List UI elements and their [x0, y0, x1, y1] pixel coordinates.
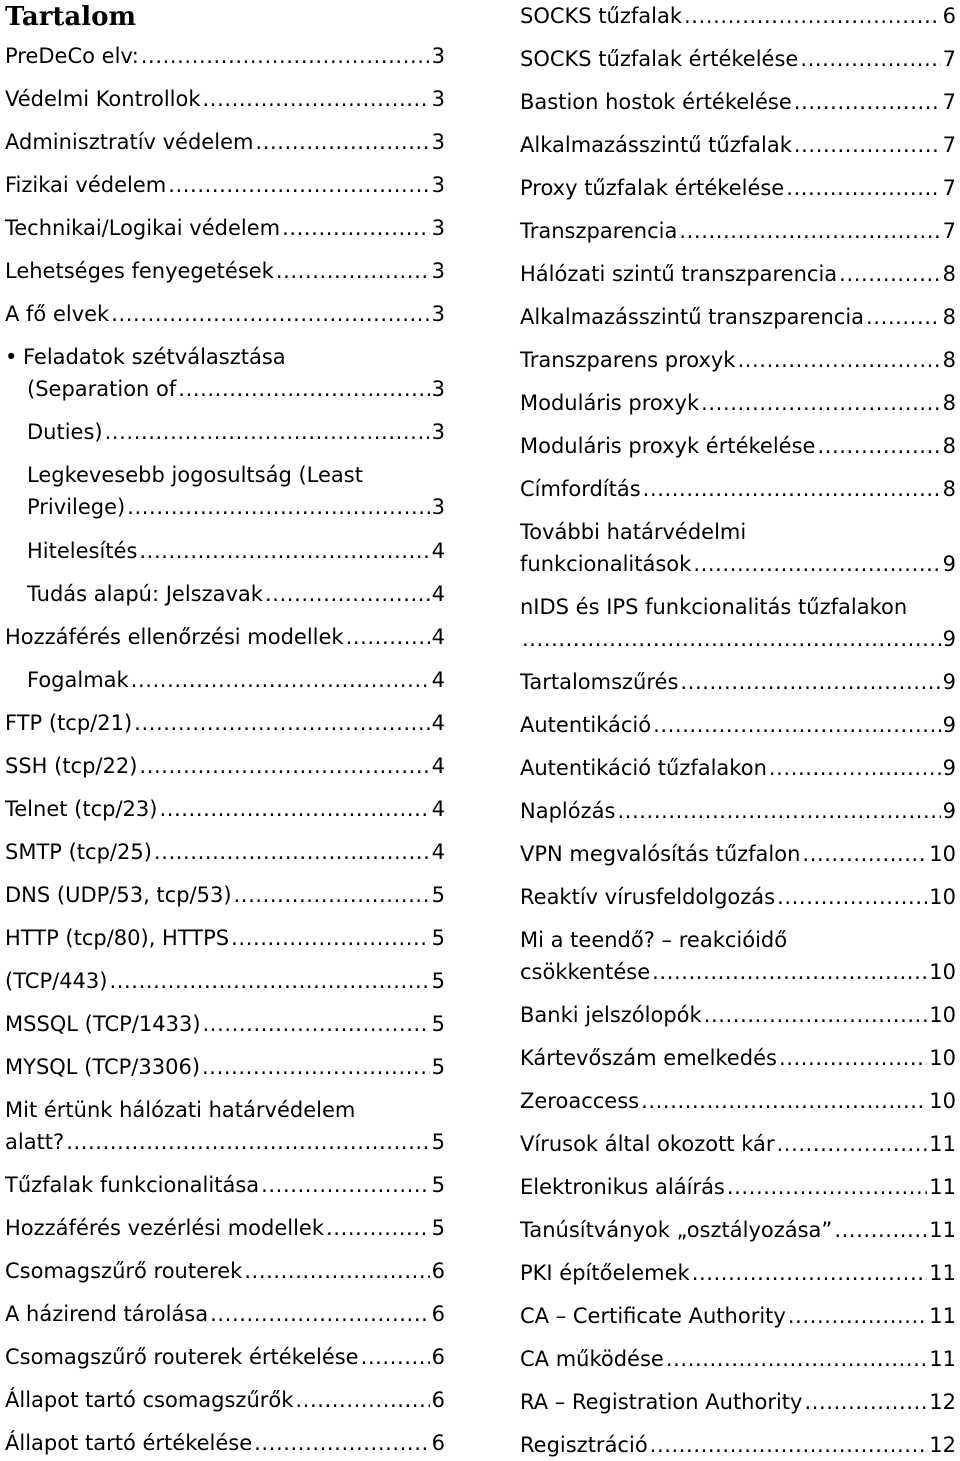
toc-entry[interactable] — [520, 623, 956, 655]
toc-page-number: 11 — [929, 1132, 956, 1156]
toc-page-number: 9 — [942, 627, 956, 651]
toc-entry[interactable] — [5, 459, 445, 491]
toc-page-number: 4 — [431, 840, 445, 864]
toc-page-number: 7 — [942, 47, 956, 71]
dot-leader — [131, 664, 430, 696]
toc-entry[interactable] — [5, 1384, 445, 1416]
toc-page-number: 5 — [431, 1012, 445, 1036]
toc-entry-text: Csomagszűrő routerek értékelése — [5, 1345, 359, 1369]
toc-entry[interactable] — [520, 999, 956, 1031]
dot-leader — [680, 666, 940, 698]
toc-page-number: 5 — [431, 1216, 445, 1240]
toc-entry[interactable] — [5, 965, 445, 997]
toc-entry-text: Hitelesítés — [27, 539, 138, 563]
toc-entry[interactable] — [520, 387, 956, 419]
toc-page-number: 5 — [431, 926, 445, 950]
toc-entry-text: Transzparens proxyk — [520, 348, 736, 372]
dot-leader — [244, 1255, 429, 1287]
dot-leader — [794, 129, 941, 161]
toc-entry-text: RA – Registration Authority — [520, 1390, 803, 1414]
toc-entry[interactable] — [520, 0, 956, 32]
toc-entry[interactable] — [520, 1171, 956, 1203]
toc-entry-text: CA – Certificate Authority — [520, 1304, 786, 1328]
toc-page-number: 7 — [942, 176, 956, 200]
toc-entry-text: Tartalomszűrés — [520, 670, 679, 694]
toc-entry-text: Állapot tartó értékelése — [5, 1431, 253, 1455]
dot-leader — [231, 922, 429, 954]
toc-entry-text: SMTP (tcp/25) — [5, 840, 152, 864]
toc-entry[interactable] — [5, 1212, 445, 1244]
toc-page-number: 4 — [431, 797, 445, 821]
toc-page-number: 7 — [942, 219, 956, 243]
toc-page-number: 3 — [431, 302, 445, 326]
toc-page-number: 4 — [431, 625, 445, 649]
toc-entry-text: Banki jelszólopók — [520, 1003, 702, 1027]
toc-page-number: 5 — [431, 969, 445, 993]
toc-entry[interactable] — [520, 709, 956, 741]
toc-entry[interactable] — [520, 86, 956, 118]
dot-leader — [727, 1171, 927, 1203]
toc-entry-text: Hozzáférés vezérlési modellek — [5, 1216, 325, 1240]
dot-leader — [684, 0, 941, 32]
toc-entry[interactable] — [5, 664, 445, 696]
toc-page-number: 10 — [929, 1046, 956, 1070]
dot-leader — [839, 258, 940, 290]
toc-entry[interactable] — [5, 169, 445, 201]
dot-leader — [704, 999, 928, 1031]
toc-entry-text: Telnet (tcp/23) — [5, 797, 158, 821]
toc-entry-text: Címfordítás — [520, 477, 641, 501]
toc-entry-text: Legkevesebb jogosultság (Least — [27, 463, 363, 487]
toc-entry[interactable] — [520, 516, 956, 548]
toc-entry-text: Tudás alapú: Jelszavak — [27, 582, 263, 606]
toc-entry[interactable] — [520, 752, 956, 784]
toc-entry[interactable] — [520, 1386, 956, 1418]
toc-entry-text: Fogalmak — [27, 668, 129, 692]
dot-leader — [254, 1427, 429, 1459]
toc-page-number: 8 — [942, 348, 956, 372]
dot-leader — [866, 301, 941, 333]
toc-page-number: 3 — [431, 495, 445, 519]
dot-leader — [159, 793, 429, 825]
toc-entry-text: nIDS és IPS funkcionalitás tűzfalakon — [520, 595, 908, 619]
toc-entry[interactable] — [520, 1085, 956, 1117]
dot-leader — [178, 373, 429, 405]
toc-entry-text: PKI építőelemek — [520, 1261, 690, 1285]
dot-leader — [139, 535, 429, 567]
dot-leader — [779, 1042, 927, 1074]
toc-page-number: 8 — [942, 434, 956, 458]
toc-entry-text: Naplózás — [520, 799, 616, 823]
dot-leader — [653, 709, 941, 741]
toc-page-number: 9 — [942, 713, 956, 737]
toc-page-number: 3 — [431, 377, 445, 401]
toc-entry[interactable] — [5, 255, 445, 287]
toc-entry[interactable] — [5, 1094, 445, 1126]
dot-leader — [643, 473, 941, 505]
toc-entry-text: (TCP/443) — [5, 969, 108, 993]
dot-leader — [652, 956, 927, 988]
toc-entry[interactable] — [5, 535, 445, 567]
toc-entry-text: Kártevőszám emelkedés — [520, 1046, 777, 1070]
toc-entry-text: Zeroaccess — [520, 1089, 640, 1113]
toc-entry[interactable] — [520, 215, 956, 247]
toc-entry[interactable] — [5, 40, 445, 72]
toc-entry-text: Vírusok által okozott kár — [520, 1132, 775, 1156]
toc-entry-text: Csomagszűrő routerek — [5, 1259, 243, 1283]
dot-leader — [210, 1298, 430, 1330]
dot-leader — [617, 795, 940, 827]
toc-entry[interactable] — [520, 258, 956, 290]
toc-page-number: 4 — [431, 711, 445, 735]
toc-entry[interactable] — [520, 301, 956, 333]
toc-page-number: 7 — [942, 90, 956, 114]
toc-page-number: 10 — [929, 885, 956, 909]
dot-leader — [769, 752, 941, 784]
toc-entry[interactable] — [5, 416, 445, 448]
dot-leader — [693, 548, 940, 580]
toc-entry[interactable] — [5, 1051, 445, 1083]
toc-entry[interactable] — [520, 548, 956, 580]
toc-entry-text: MSSQL (TCP/1433) — [5, 1012, 201, 1036]
toc-entry[interactable] — [520, 172, 956, 204]
toc-entry-text: Moduláris proxyk értékelése — [520, 434, 816, 458]
dot-leader — [111, 298, 429, 330]
dot-leader — [834, 1214, 927, 1246]
dot-leader — [168, 169, 429, 201]
toc-entry-text: Hozzáférés ellenőrzési modellek — [5, 625, 344, 649]
toc-page-number: 12 — [929, 1390, 956, 1414]
toc-entry[interactable] — [5, 922, 445, 954]
toc-page-number: 10 — [929, 1003, 956, 1027]
toc-entry[interactable] — [5, 491, 445, 523]
toc-page-number: 4 — [431, 668, 445, 692]
toc-entry-text: SSH (tcp/22) — [5, 754, 138, 778]
toc-page-number: 11 — [929, 1218, 956, 1242]
dot-leader — [139, 750, 429, 782]
toc-entry-text: Fizikai védelem — [5, 173, 167, 197]
toc-entry-text: Feladatok szétválasztása — [23, 345, 286, 369]
toc-page-number: 5 — [431, 1173, 445, 1197]
toc-page-number: 5 — [431, 1055, 445, 1079]
dot-leader — [522, 623, 941, 655]
dot-leader — [692, 1257, 928, 1289]
toc-page-number: 9 — [942, 799, 956, 823]
toc-entry-text: funkcionalitások — [520, 552, 692, 576]
toc-entry-text: Moduláris proxyk — [520, 391, 700, 415]
toc-entry-text: HTTP (tcp/80), HTTPS — [5, 926, 230, 950]
toc-entry[interactable] — [520, 795, 956, 827]
toc-page-number: 10 — [929, 842, 956, 866]
dot-leader — [203, 83, 430, 115]
toc-entry[interactable] — [5, 707, 445, 739]
toc-entry[interactable] — [520, 43, 956, 75]
toc-page-number: 6 — [431, 1259, 445, 1283]
dot-leader — [346, 621, 430, 653]
dot-leader — [666, 1343, 927, 1375]
toc-page-number: 5 — [431, 1130, 445, 1154]
dot-leader — [786, 172, 940, 204]
toc-entry[interactable] — [520, 956, 956, 988]
toc-page-number: 9 — [942, 552, 956, 576]
dot-leader — [361, 1341, 430, 1373]
toc-page-number: 11 — [929, 1261, 956, 1285]
toc-entry-text: További határvédelmi — [520, 520, 747, 544]
toc-entry[interactable] — [520, 1128, 956, 1160]
toc-page-number: 6 — [942, 4, 956, 28]
toc-entry-text: Bastion hostok értékelése — [520, 90, 792, 114]
toc-page-number: 9 — [942, 756, 956, 780]
toc-page-number: 8 — [942, 305, 956, 329]
toc-entry[interactable] — [520, 924, 956, 956]
dot-leader — [134, 707, 429, 739]
toc-page-number: 3 — [431, 44, 445, 68]
toc-entry[interactable] — [5, 1298, 445, 1330]
toc-page-number: 3 — [431, 259, 445, 283]
dot-leader — [641, 1085, 927, 1117]
toc-page-number: 6 — [431, 1345, 445, 1369]
toc-page-number: 6 — [431, 1431, 445, 1455]
toc-entry[interactable] — [5, 83, 445, 115]
dot-leader — [804, 1386, 927, 1418]
toc-page-number: 6 — [431, 1302, 445, 1326]
toc-entry[interactable] — [520, 1343, 956, 1375]
dot-leader — [295, 1384, 429, 1416]
dot-leader — [788, 1300, 927, 1332]
toc-entry[interactable] — [5, 750, 445, 782]
toc-entry[interactable] — [5, 212, 445, 244]
toc-entry[interactable] — [5, 578, 445, 610]
dot-leader — [326, 1212, 430, 1244]
toc-page-number: 4 — [431, 754, 445, 778]
dot-leader — [234, 879, 430, 911]
toc-entry-text: Transzparencia — [520, 219, 678, 243]
toc-page-number: 11 — [929, 1347, 956, 1371]
toc-entry-text: Mit értünk hálózati határvédelem — [5, 1098, 356, 1122]
toc-page-number: 6 — [431, 1388, 445, 1412]
toc-page-number: 8 — [942, 262, 956, 286]
toc-entry-text: Tanúsítványok „osztályozása” — [520, 1218, 833, 1242]
toc-page-number: 9 — [942, 670, 956, 694]
toc-entry[interactable] — [5, 1341, 445, 1373]
dot-leader — [777, 1128, 928, 1160]
toc-entry-text: Adminisztratív védelem — [5, 130, 254, 154]
toc-entry-text: Elektronikus aláírás — [520, 1175, 725, 1199]
toc-entry-text: Duties) — [27, 420, 103, 444]
toc-entry[interactable] — [520, 666, 956, 698]
dot-leader — [141, 40, 430, 72]
toc-page-number: 4 — [431, 582, 445, 606]
toc-title: Tartalom — [5, 2, 136, 32]
toc-entry[interactable] — [5, 1255, 445, 1287]
toc-entry-text: Mi a teendő? – reakcióidő — [520, 928, 788, 952]
toc-entry[interactable] — [520, 344, 956, 376]
toc-entry-text: Technikai/Logikai védelem — [5, 216, 281, 240]
toc-entry[interactable] — [520, 1214, 956, 1246]
toc-page-number: 4 — [431, 539, 445, 563]
dot-leader — [701, 387, 941, 419]
bullet-icon: • — [5, 345, 18, 369]
dot-leader — [282, 212, 430, 244]
toc-entry[interactable] — [5, 793, 445, 825]
toc-page-number: 3 — [431, 130, 445, 154]
dot-leader — [794, 86, 941, 118]
toc-entry-text: Alkalmazásszintű tűzfalak — [520, 133, 792, 157]
toc-entry[interactable] — [520, 473, 956, 505]
toc-entry-text: Proxy tűzfalak értékelése — [520, 176, 785, 200]
toc-entry[interactable] — [520, 1042, 956, 1074]
dot-leader — [800, 43, 940, 75]
dot-leader — [802, 838, 927, 870]
toc-entry[interactable] — [5, 1427, 445, 1459]
toc-entry[interactable] — [520, 129, 956, 161]
toc-entry[interactable] — [520, 1257, 956, 1289]
toc-entry-text: DNS (UDP/53, tcp/53) — [5, 883, 232, 907]
toc-entry[interactable] — [5, 373, 445, 405]
toc-entry-text: Autentikáció tűzfalakon — [520, 756, 767, 780]
toc-page-number: 11 — [929, 1175, 956, 1199]
toc-entry-text: Tűzfalak funkcionalitása — [5, 1173, 260, 1197]
toc-page-number: 3 — [431, 173, 445, 197]
dot-leader — [650, 1429, 928, 1461]
dot-leader — [276, 255, 430, 287]
dot-leader — [203, 1008, 430, 1040]
toc-page-number: 11 — [929, 1304, 956, 1328]
dot-leader — [202, 1051, 430, 1083]
toc-entry[interactable] — [5, 1126, 445, 1158]
toc-entry[interactable] — [5, 879, 445, 911]
toc-page-number: 3 — [431, 216, 445, 240]
toc-entry-text: Reaktív vírusfeldolgozás — [520, 885, 776, 909]
toc-page-number: 3 — [431, 420, 445, 444]
toc-entry[interactable] — [5, 836, 445, 868]
toc-page-number: 10 — [929, 1089, 956, 1113]
toc-entry-text: Autentikáció — [520, 713, 652, 737]
toc-entry-text: Lehetséges fenyegetések — [5, 259, 274, 283]
toc-page-number: 5 — [431, 883, 445, 907]
dot-leader — [154, 836, 430, 868]
dot-leader — [817, 430, 940, 462]
toc-entry[interactable] — [520, 591, 956, 623]
toc-entry-text: A házirend tárolása — [5, 1302, 209, 1326]
toc-entry[interactable] — [5, 1169, 445, 1201]
toc-entry-text: A fő elvek — [5, 302, 110, 326]
dot-leader — [105, 416, 430, 448]
toc-page-number: 12 — [929, 1433, 956, 1457]
toc-entry-text: Hálózati szintű transzparencia — [520, 262, 838, 286]
dot-leader — [777, 881, 927, 913]
dot-leader — [66, 1126, 429, 1158]
toc-entry[interactable] — [520, 881, 956, 913]
toc-page-number: 8 — [942, 391, 956, 415]
toc-entry-text: csökkentése — [520, 960, 651, 984]
toc-entry-text: Állapot tartó csomagszűrők — [5, 1388, 294, 1412]
toc-entry[interactable] — [5, 621, 445, 653]
toc-entry-text: Védelmi Kontrollok — [5, 87, 201, 111]
toc-page-number: 8 — [942, 477, 956, 501]
dot-leader — [679, 215, 940, 247]
dot-leader — [255, 126, 429, 158]
toc-entry-text: alatt? — [5, 1130, 65, 1154]
toc-entry-text: FTP (tcp/21) — [5, 711, 133, 735]
toc-entry[interactable] — [520, 430, 956, 462]
dot-leader — [265, 578, 430, 610]
toc-entry-text: MYSQL (TCP/3306) — [5, 1055, 201, 1079]
toc-entry[interactable] — [5, 1008, 445, 1040]
toc-entry-text: Alkalmazásszintű transzparencia — [520, 305, 865, 329]
dot-leader — [109, 965, 429, 997]
toc-entry-text: SOCKS tűzfalak értékelése — [520, 47, 799, 71]
toc-page-number: 7 — [942, 133, 956, 157]
toc-entry-text: CA működése — [520, 1347, 664, 1371]
toc-page-number: 10 — [929, 960, 956, 984]
toc-entry[interactable] — [520, 838, 956, 870]
toc-page-number: 3 — [431, 87, 445, 111]
toc-entry[interactable] — [520, 1300, 956, 1332]
toc-entry[interactable] — [5, 341, 445, 373]
dot-leader — [737, 344, 940, 376]
dot-leader — [261, 1169, 430, 1201]
dot-leader — [127, 491, 429, 523]
toc-entry-text: Regisztráció — [520, 1433, 648, 1457]
toc-entry[interactable] — [520, 1429, 956, 1461]
toc-entry[interactable] — [5, 126, 445, 158]
toc-entry-text: VPN megvalósítás tűzfalon — [520, 842, 801, 866]
toc-entry-text: SOCKS tűzfalak — [520, 4, 682, 28]
toc-entry-text: PreDeCo elv: — [5, 44, 139, 68]
toc-entry[interactable] — [5, 298, 445, 330]
toc-entry-text: (Separation of — [27, 377, 177, 401]
toc-entry-text: Privilege) — [27, 495, 126, 519]
